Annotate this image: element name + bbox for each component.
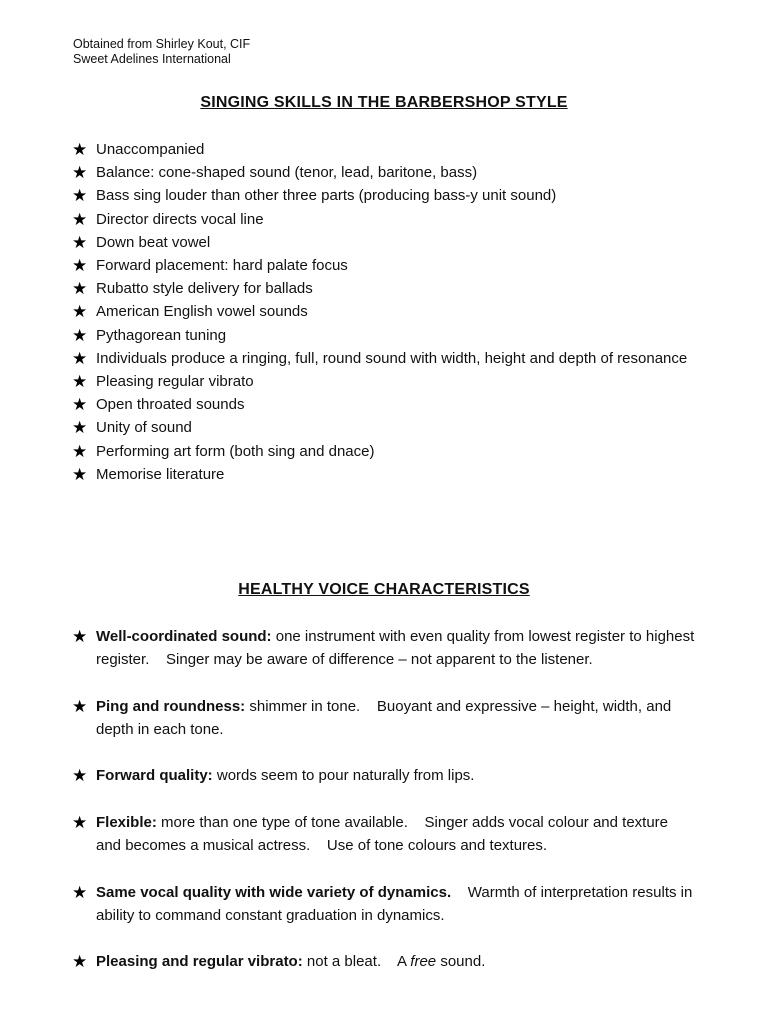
star-icon: ★ xyxy=(72,279,88,299)
term-description: not a bleat. A xyxy=(302,953,411,971)
term-description: one instrument with even quality from lowest register to highest register. Singer may be aware of difference – not apparent to the listener. xyxy=(96,628,699,669)
list-item xyxy=(72,208,692,231)
star-icon: ★ xyxy=(72,464,88,484)
list-item-text: Bass sing louder than other three parts (producing bass-y unit sound) xyxy=(96,187,557,205)
section-title-barbershop: SINGING SKILLS IN THE BARBERSHOP STYLE xyxy=(200,94,568,111)
star-icon: ★ xyxy=(72,140,88,159)
list-item xyxy=(72,695,697,741)
list-item xyxy=(72,161,692,184)
term-description: words seem to pour naturally from lips. xyxy=(212,767,475,785)
list-item xyxy=(72,324,692,347)
list-item-text: Performing art form (both sing and dnace) xyxy=(96,442,375,460)
list-item-text: Forward placement: hard palate focus xyxy=(96,257,348,275)
term-label: Pleasing and regular vibrato: xyxy=(96,953,303,971)
list-item xyxy=(72,463,692,486)
list-item-text: Rubatto style delivery for ballads xyxy=(96,280,313,298)
star-icon: ★ xyxy=(72,952,88,972)
term-label: Well-coordinated sound: xyxy=(96,628,272,645)
star-icon: ★ xyxy=(72,256,88,276)
list-item xyxy=(72,625,697,671)
star-icon: ★ xyxy=(72,696,88,716)
list-item-text: Pleasing regular vibrato xyxy=(96,373,254,391)
star-icon: ★ xyxy=(72,348,88,368)
list-item xyxy=(72,300,692,323)
term-label: Ping and roundness: xyxy=(96,697,246,715)
list-item-text: Open throated sounds xyxy=(96,396,245,414)
list-item xyxy=(72,811,697,857)
list-item xyxy=(72,277,692,300)
list-item xyxy=(72,764,697,787)
star-icon: ★ xyxy=(72,372,88,392)
list-item-text: Unity of sound xyxy=(96,419,192,437)
list-item xyxy=(72,950,697,973)
star-icon: ★ xyxy=(72,766,88,786)
list-item xyxy=(72,370,692,393)
list-item xyxy=(72,440,692,463)
star-icon: ★ xyxy=(72,186,88,206)
barbershop-skills-list xyxy=(72,138,692,486)
list-item xyxy=(72,138,692,161)
list-item-text: American English vowel sounds xyxy=(96,303,308,321)
list-item-text: Balance: cone-shaped sound (tenor, lead, baritone, bass) xyxy=(96,164,478,182)
list-item-text: Down beat vowel xyxy=(96,233,211,251)
star-icon: ★ xyxy=(72,441,88,461)
star-icon: ★ xyxy=(72,418,88,438)
list-item-text: Director directs vocal line xyxy=(96,210,264,228)
list-item xyxy=(72,416,692,439)
emphasis-text: free xyxy=(410,953,437,971)
term-description: more than one type of tone available. Singer adds vocal colour and texture and becomes a musical actress. Use of tone colours and textures. xyxy=(96,813,673,855)
list-item-text: Individuals produce a ringing, full, round sound with width, height and depth of resonance xyxy=(96,349,688,367)
source-attribution xyxy=(73,37,250,66)
star-icon: ★ xyxy=(72,302,88,322)
list-item xyxy=(72,881,697,927)
source-line-2: Sweet Adelines International xyxy=(73,51,231,66)
list-item-text: Memorise literature xyxy=(96,465,225,483)
term-description: Warmth of interpretation results in ability to command constant graduation in dynamics. xyxy=(96,883,697,924)
term-label: Same vocal quality with wide variety of dynamics. xyxy=(96,883,452,901)
term-description-tail: sound. xyxy=(436,953,486,971)
star-icon: ★ xyxy=(72,882,88,902)
star-icon: ★ xyxy=(72,209,88,229)
list-item xyxy=(72,347,692,370)
healthy-voice-list xyxy=(72,625,697,997)
star-icon: ★ xyxy=(72,232,88,252)
list-item xyxy=(72,184,692,207)
list-item-text: Unaccompanied xyxy=(96,141,205,158)
star-icon: ★ xyxy=(72,627,88,646)
term-label: Flexible: xyxy=(96,813,157,831)
list-item xyxy=(72,231,692,254)
source-line-1: Obtained from Shirley Kout, CIF xyxy=(73,37,251,51)
list-item-text: Pythagorean tuning xyxy=(96,326,227,344)
term-description: shimmer in tone. Buoyant and expressive – height, width, and depth in each tone. xyxy=(96,697,676,738)
section-title-healthy-voice: HEALTHY VOICE CHARACTERISTICS xyxy=(238,581,530,598)
star-icon: ★ xyxy=(72,325,88,345)
star-icon: ★ xyxy=(72,163,88,183)
star-icon: ★ xyxy=(72,395,88,415)
list-item xyxy=(72,254,692,277)
term-label: Forward quality: xyxy=(96,767,213,785)
list-item xyxy=(72,393,692,416)
star-icon: ★ xyxy=(72,812,88,832)
